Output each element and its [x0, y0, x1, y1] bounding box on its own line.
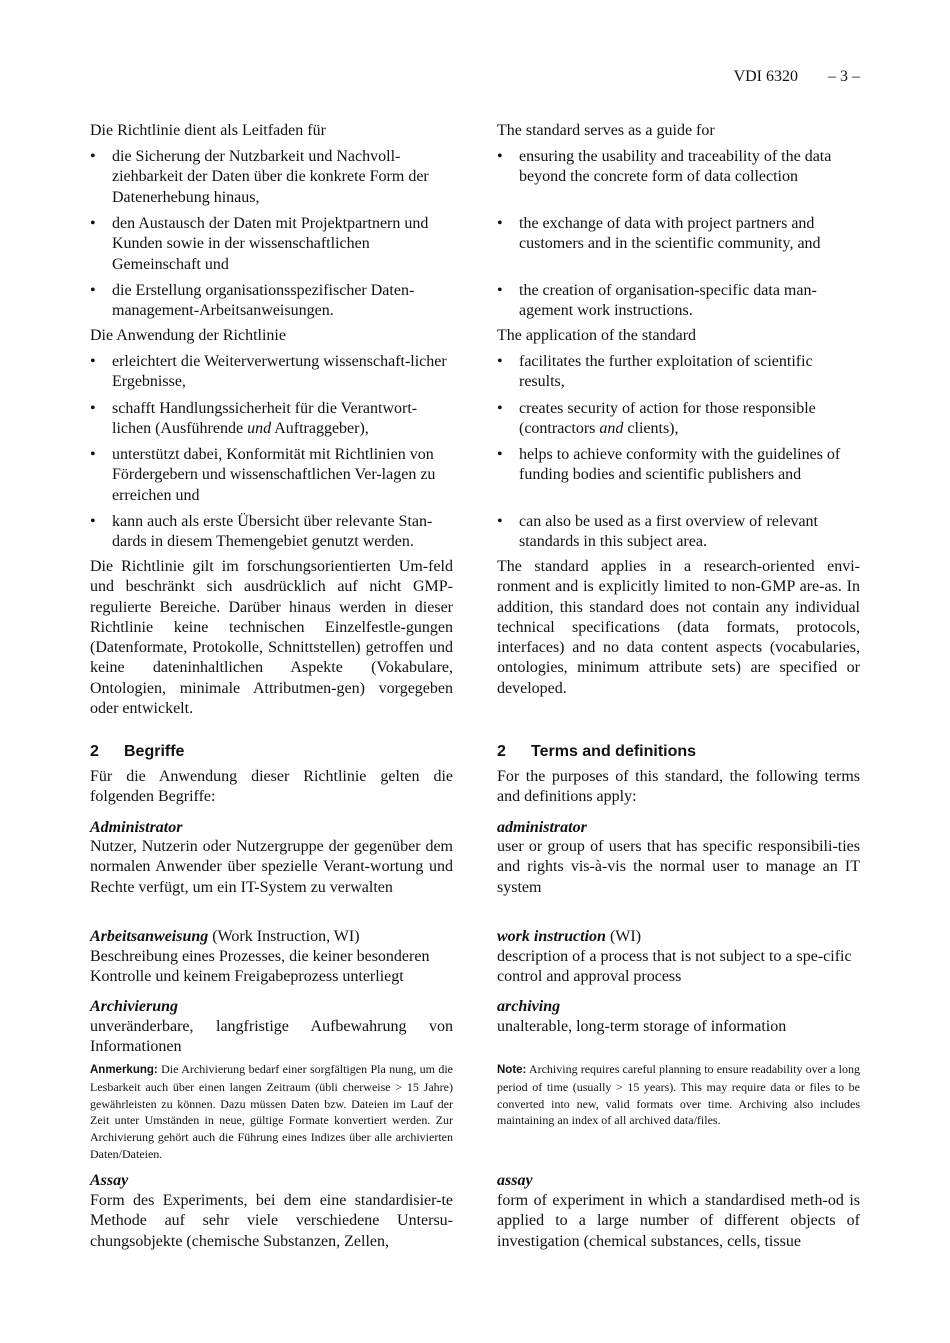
application-text: Die Anwendung der Richtlinie — [90, 327, 286, 344]
page-number: – 3 – — [828, 68, 860, 85]
intro-text: The standard serves as a guide for — [497, 122, 715, 139]
bullet-icon: • — [90, 215, 96, 232]
section-heading: 2 Begriffe — [90, 743, 185, 760]
note-archiving: Anmerkung: Die Archivierung bedarf einer sorgfältigen Pla nung, um die Lesbarkeit auch über einen langen Zeitraum (übli cherweise > 15 Jahre) gewährleisten zu können. Dazu müssen Daten bzw. Dateien im Lauf der Zeit unter Umständen in neue, gültige Formate konvertiert werden. Zur Archivierung gehört auch die Führung eines Indizes über alle archivierten Daten/Dateien. — [90, 1062, 454, 1161]
list-item: • schafft Handlungssicherheit für die Verantwort-lichen (Ausführende und Auftraggeber), — [90, 400, 418, 438]
bullet-icon: • — [90, 513, 96, 530]
term-assay: Assay — [90, 1172, 129, 1189]
section-heading: 2 Terms and definitions — [497, 743, 697, 760]
bullet-icon: • — [90, 282, 96, 299]
bullet-icon: • — [497, 148, 503, 165]
bullet-icon: • — [497, 446, 503, 463]
list-item: • kann auch als erste Übersicht über relevante Stan-dards in diesem Themengebiet genutzt werden. — [90, 513, 433, 551]
list-item: • die Erstellung organisationsspezifischer Daten-management-Arbeitsanweisungen. — [90, 282, 415, 320]
scope-paragraph: Die Richtlinie gilt im forschungsorientierten Um-feld und beschränkt sich ausdrücklich auf nicht GMP-regulierte Bereiche. Darüber hinaus werden in dieser Richtlinie keine technischen Einzelfestle-gungen (Datenformate, Protokolle, Schnittstellen) getroffen und keine dateninhaltlichen Aspekte (Vokabulare, Ontologien, minimale Attributmen-gen) vorgegeben oder entwickelt. — [90, 558, 453, 718]
list-item: • helps to achieve conformity with the guidelines of funding bodies and scientific publishers and — [497, 446, 841, 484]
term-work-instruction: Arbeitsanweisung (Work Instruction, WI) — [90, 928, 360, 945]
bullet-icon: • — [90, 400, 96, 417]
definition-assay: Form des Experiments, bei dem eine standardisier-te Methode auf sehr viele verschiedene Untersu-chungsobjekte (chemische Substanzen, Zellen, — [90, 1192, 453, 1250]
list-item: • the creation of organisation-specific data man-agement work instructions. — [497, 282, 817, 320]
bullet-icon: • — [90, 353, 96, 370]
definition-archiving: unalterable, long-term storage of information — [497, 1018, 787, 1035]
intro-text: Die Richtlinie dient als Leitfaden für — [90, 122, 326, 139]
term-archiving: archiving — [497, 998, 561, 1015]
term-administrator: Administrator — [90, 819, 183, 836]
bullet-icon: • — [497, 513, 503, 530]
page-header — [734, 68, 860, 86]
list-item: • the exchange of data with project partners and customers and in the scientific community, and — [497, 215, 821, 253]
list-item: • unterstützt dabei, Konformität mit Richtlinien von Fördergebern und wissenschaftlichen Ver-lagen zu erreichen und — [90, 446, 436, 504]
list-item: • die Sicherung der Nutzbarkeit und Nachvoll-ziehbarkeit der Daten über die konkrete Form der Datenerhebung hinaus, — [90, 148, 429, 206]
list-item: • ensuring the usability and traceability of the data beyond the concrete form of data collection — [497, 148, 832, 186]
bullet-icon: • — [497, 282, 503, 299]
bullet-icon: • — [497, 353, 503, 370]
list-item: • erleichtert die Weiterverwertung wissenschaft-licher Ergebnisse, — [90, 353, 447, 391]
definition-administrator: user or group of users that has specific responsibili-ties and rights vis-à-vis the normal user to manage an IT system — [497, 838, 860, 896]
note-archiving: Note: Archiving requires careful planning to ensure readability over a long period of time (usually > 15 years). This may require data or files to be converted into new, valid formats over time. Archiving also includes maintaining an index of all archived data/files. — [497, 1062, 860, 1128]
list-item: • facilitates the further exploitation of scientific results, — [497, 353, 813, 391]
section-intro: Für die Anwendung dieser Richtlinie gelten die folgenden Begriffe: — [90, 768, 453, 806]
bullet-icon: • — [90, 446, 96, 463]
section-intro: For the purposes of this standard, the following terms and definitions apply: — [497, 768, 860, 806]
application-text: The application of the standard — [497, 327, 697, 344]
term-work-instruction: work instruction (WI) — [497, 928, 642, 945]
term-assay: assay — [497, 1172, 533, 1189]
definition-archiving: unveränderbare, langfristige Aufbewahrung von Informationen — [90, 1018, 453, 1056]
scope-paragraph: The standard applies in a research-oriented envi-ronment and is explicitly limited to non-GMP are-as. In addition, this standard does not contain any individual technical specifications (data formats, protocols, interfaces) and no data content aspects (vocabularies, ontologies, minimum attribute sets) are specified or developed. — [497, 558, 860, 697]
term-archiving: Archivierung — [90, 998, 179, 1015]
term-administrator: administrator — [497, 819, 587, 836]
list-item: • den Austausch der Daten mit Projektpartnern und Kunden sowie in der wissenschaftlichen Gemeinschaft und — [90, 215, 429, 273]
bullet-icon: • — [497, 215, 503, 232]
definition-assay: form of experiment in which a standardised meth-od is applied to a large number of different objects of investigation (chemical substances, cells, tissue — [497, 1192, 860, 1250]
definition-administrator: Nutzer, Nutzerin oder Nutzergruppe der gegenüber dem normalen Anwender über spezielle Verant-wortung und Rechte verfügt, um ein IT-System zu verwalten — [90, 838, 453, 896]
document-id: VDI 6320 — [733, 68, 798, 85]
definition-work-instruction: description of a process that is not subject to a spe-cific control and approval process — [497, 948, 852, 986]
bullet-icon: • — [90, 148, 96, 165]
definition-work-instruction: Beschreibung eines Prozesses, die keiner besonderen Kontrolle und keinem Freigabeprozess unterliegt — [90, 948, 430, 986]
bullet-icon: • — [497, 400, 503, 417]
list-item: • can also be used as a first overview of relevant standards in this subject area. — [497, 513, 818, 551]
list-item: • creates security of action for those responsible (contractors and clients), — [497, 400, 816, 438]
